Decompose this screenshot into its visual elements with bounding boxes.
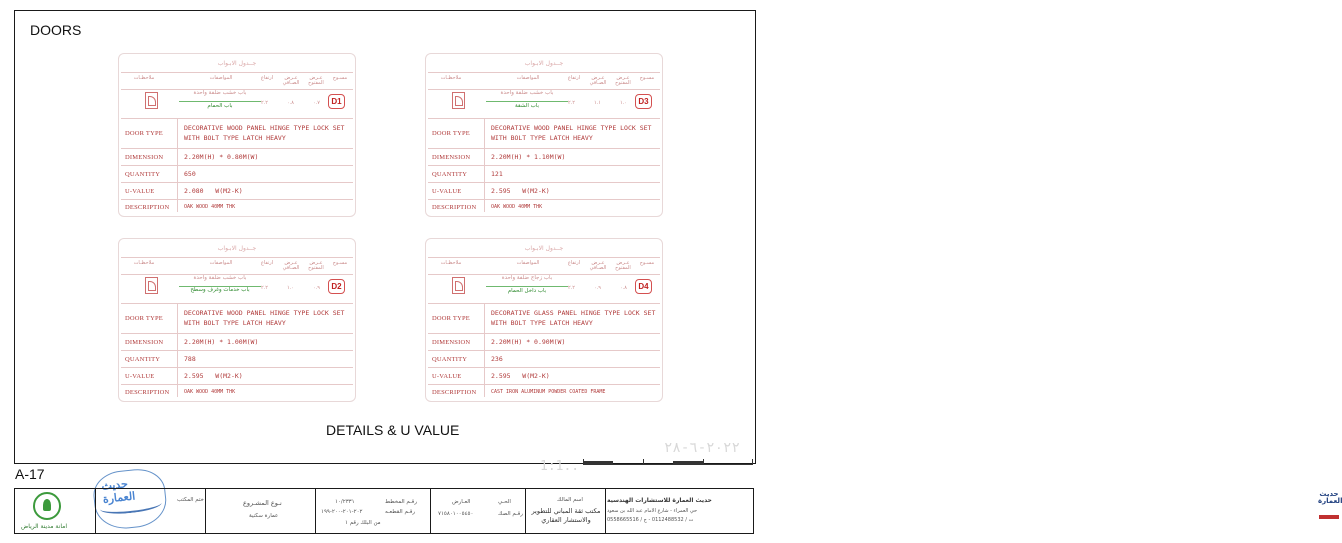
symbol-row [121, 273, 353, 304]
office-cell [605, 489, 1342, 533]
door-width-net-value: ٠.٨ [287, 100, 294, 106]
value-door-type: DECORATIVE WOOD PANEL HINGE TYPE LOCK SET WITH BOLT TYPE LATCH HEAVY [184, 124, 345, 142]
door-card-d1 [118, 53, 356, 217]
municipality-cell [15, 489, 96, 533]
page-title: DOORS [30, 22, 82, 38]
value-quantity: 788 [184, 355, 196, 363]
value-description: OAK WOOD 40MM THK [184, 204, 236, 210]
door-arabic-description: باب خشب ضلفة واحدة [500, 90, 554, 96]
header-width-net: عـرض الصـافي [282, 75, 300, 86]
label-description: DESCRIPTION [125, 389, 170, 396]
office-logo [1318, 491, 1340, 521]
value-door-type: DECORATIVE WOOD PANEL HINGE TYPE LOCK SET WITH BOLT TYPE LATCH HEAVY [184, 309, 345, 327]
office-stamp-label: ختم المكتب [177, 497, 204, 503]
row-dimension [428, 149, 660, 166]
owner-cell [525, 489, 606, 533]
value-dimension: 2.20M(H) * 1.10M(W) [491, 153, 566, 161]
project-type-value: عمارة سكنية [249, 513, 279, 519]
owner-value: مكتب ثقة المباني للتطوير والاستشار العقاري [531, 507, 601, 524]
value-quantity: 121 [491, 170, 503, 178]
label-quantity: QUANTITY [125, 356, 161, 363]
door-height-value: ٢.٢ [261, 285, 268, 291]
door-width-net-value: ٠.٩ [594, 285, 601, 291]
row-description [121, 200, 353, 214]
row-dimension [121, 149, 353, 166]
header-specs: المواصفات [516, 260, 540, 266]
row-description [428, 200, 660, 214]
plot-no-label: رقـم القطعـه [385, 509, 416, 515]
door-arabic-name: باب خدمات وغرف وسطح [190, 287, 250, 293]
value-dimension: 2.20M(H) * 0.80M(W) [184, 153, 259, 161]
door-code-badge: D1 [328, 94, 345, 109]
value-door-type: DECORATIVE GLASS PANEL HINGE TYPE LOCK SET WITH BOLT TYPE LATCH HEAVY [491, 309, 656, 327]
door-width-net-value: ١.١ [594, 100, 601, 106]
door-symbol-icon [145, 92, 158, 109]
door-width-total-value: ٠.٩ [313, 285, 320, 291]
label-door-type: DOOR TYPE [432, 315, 470, 322]
header-code: مسـوج [639, 260, 655, 266]
label-dimension: DIMENSION [125, 339, 164, 346]
label-door-type: DOOR TYPE [125, 315, 163, 322]
door-arabic-name: باب الشقة [515, 103, 539, 109]
label-dimension: DIMENSION [432, 154, 471, 161]
door-arabic-description: باب زجاج ضلفة واحدة [501, 275, 553, 281]
row-quantity [428, 166, 660, 183]
door-width-net-value: ١.٠ [287, 285, 294, 291]
door-width-total-value: ٠.٧ [313, 100, 320, 106]
row-door-type [121, 120, 353, 149]
value-u-value: 2.595 W(M2-K) [491, 187, 550, 195]
label-door-type: DOOR TYPE [432, 130, 470, 137]
owner-label: اسم المالك [557, 497, 583, 503]
label-door-type: DOOR TYPE [125, 130, 163, 137]
location-value: العـارض [452, 499, 471, 505]
office-logo-text: حديث العمارة [1318, 490, 1342, 505]
plan-no-label: رقـم المخطط [385, 499, 417, 505]
header-notes: ملاحظـات [440, 75, 462, 81]
project-type-cell [205, 489, 316, 533]
door-arabic-description: باب خشب ضلفة واحدة [193, 275, 247, 281]
license-label: رقـم الصك [498, 511, 523, 517]
value-description: OAK WOOD 40MM THK [491, 204, 543, 210]
header-notes: ملاحظـات [440, 260, 462, 266]
value-u-value: 2.080 W(M2-K) [184, 187, 243, 195]
row-dimension [428, 334, 660, 351]
plan-no-value: ١٠/٢٣٣١ [335, 499, 355, 505]
row-quantity [121, 351, 353, 368]
header-height: ارتفاع [567, 75, 581, 81]
location-label: الحـي [498, 499, 511, 505]
row-u-value [121, 183, 353, 200]
row-u-value [428, 183, 660, 200]
value-dimension: 2.20M(H) * 1.00M(W) [184, 338, 259, 346]
header-code: مسـوج [639, 75, 655, 81]
card-title: جــدول الابـواب [217, 245, 257, 252]
row-description [428, 385, 660, 399]
door-symbol-icon [452, 277, 465, 294]
label-description: DESCRIPTION [125, 204, 170, 211]
scale-bar [583, 458, 753, 465]
card-title: جــدول الابـواب [524, 245, 564, 252]
door-card-d2 [118, 238, 356, 402]
label-description: DESCRIPTION [432, 389, 477, 396]
office-stamp-cell [95, 489, 206, 533]
row-door-type [428, 120, 660, 149]
row-door-type [428, 305, 660, 334]
door-height-value: ٢.٢ [261, 100, 268, 106]
label-u-value: U-VALUE [432, 373, 462, 380]
header-height: ارتفاع [260, 260, 274, 266]
header-width-total: عـرض المفتوح [308, 75, 324, 86]
title-block [14, 488, 1342, 534]
scale-label: 1:1.. [540, 459, 580, 474]
header-width-total: عـرض المفتوح [308, 260, 324, 271]
header-code: مسـوج [332, 260, 348, 266]
row-dimension [121, 334, 353, 351]
municipality-name: امانة مدينة الرياض [21, 523, 68, 530]
label-dimension: DIMENSION [432, 339, 471, 346]
header-notes: ملاحظـات [133, 260, 155, 266]
header-width-net: عـرض الصـافي [282, 260, 300, 271]
label-quantity: QUANTITY [432, 171, 468, 178]
symbol-row [121, 88, 353, 119]
header-width-net: عـرض الصـافي [589, 75, 607, 86]
value-door-type: DECORATIVE WOOD PANEL HINGE TYPE LOCK SET WITH BOLT TYPE LATCH HEAVY [491, 124, 652, 142]
row-quantity [121, 166, 353, 183]
location-cell [430, 489, 526, 533]
label-description: DESCRIPTION [432, 204, 477, 211]
row-u-value [428, 368, 660, 385]
header-specs: المواصفات [209, 75, 233, 81]
door-arabic-name: باب داخل الحمام [507, 288, 547, 294]
row-u-value [121, 368, 353, 385]
office-phone: ت / 0112488532 - ج / 0558665516 [607, 517, 694, 523]
door-code-badge: D3 [635, 94, 652, 109]
row-quantity [428, 351, 660, 368]
door-code-badge: D2 [328, 279, 345, 294]
value-dimension: 2.20M(H) * 0.90M(W) [491, 338, 566, 346]
symbol-row [428, 273, 660, 304]
door-code-badge: D4 [635, 279, 652, 294]
header-width-total: عـرض المفتوح [615, 260, 631, 271]
label-quantity: QUANTITY [125, 171, 161, 178]
door-card-d4 [425, 238, 663, 402]
row-description [121, 385, 353, 399]
door-symbol-icon [452, 92, 465, 109]
municipality-emblem-icon [33, 492, 61, 520]
plot-no-value: ٢٠٢-٢٠١-٢٠٠-١٩٩ [321, 509, 363, 515]
door-card-d3 [425, 53, 663, 217]
plan-cell [315, 489, 431, 533]
door-arabic-name: باب الحمام [207, 103, 233, 109]
value-description: CAST IRON ALUMINUM POWDER COATED FRAME [491, 389, 606, 395]
value-u-value: 2.595 W(M2-K) [184, 372, 243, 380]
office-name: حديث العمارة للاستشارات الهندسية [607, 497, 712, 504]
deed-label: من البلك رقم ١ [345, 520, 381, 526]
header-specs: المواصفات [209, 260, 233, 266]
value-quantity: 650 [184, 170, 196, 178]
door-height-value: ٢.٢ [568, 285, 575, 291]
door-width-total-value: ٠.٨ [620, 285, 627, 291]
door-width-total-value: ١.٠ [620, 100, 627, 106]
header-width-net: عـرض الصـافي [589, 260, 607, 271]
door-arabic-description: باب خشب ضلفة واحدة [193, 90, 247, 96]
header-width-total: عـرض المفتوح [615, 75, 631, 86]
card-title: جــدول الابـواب [217, 60, 257, 67]
label-u-value: U-VALUE [432, 188, 462, 195]
stamp-text: حديث العمارة [100, 477, 136, 506]
project-type-label: نـوع المشـروع [243, 499, 282, 507]
header-code: مسـوج [332, 75, 348, 81]
row-door-type [121, 305, 353, 334]
label-quantity: QUANTITY [432, 356, 468, 363]
sheet-number: A-17 [15, 466, 45, 482]
date-watermark: ٢٠٢٢-٦-٢٨ [664, 440, 740, 456]
label-u-value: U-VALUE [125, 188, 155, 195]
office-address: حي العمراء - شارع الامام عبد الله بن سعود [607, 508, 698, 514]
label-dimension: DIMENSION [125, 154, 164, 161]
label-u-value: U-VALUE [125, 373, 155, 380]
header-height: ارتفاع [260, 75, 274, 81]
value-description: OAK WOOD 40MM THK [184, 389, 236, 395]
card-title: جــدول الابـواب [524, 60, 564, 67]
value-quantity: 236 [491, 355, 503, 363]
door-symbol-icon [145, 277, 158, 294]
section-title: DETAILS & U VALUE [326, 422, 460, 438]
header-notes: ملاحظـات [133, 75, 155, 81]
value-u-value: 2.595 W(M2-K) [491, 372, 550, 380]
header-height: ارتفاع [567, 260, 581, 266]
header-specs: المواصفات [516, 75, 540, 81]
symbol-row [428, 88, 660, 119]
license-value: ٧١٥٨٠١٠٠٥٤٥٠ [438, 511, 474, 517]
door-height-value: ٢.٢ [568, 100, 575, 106]
